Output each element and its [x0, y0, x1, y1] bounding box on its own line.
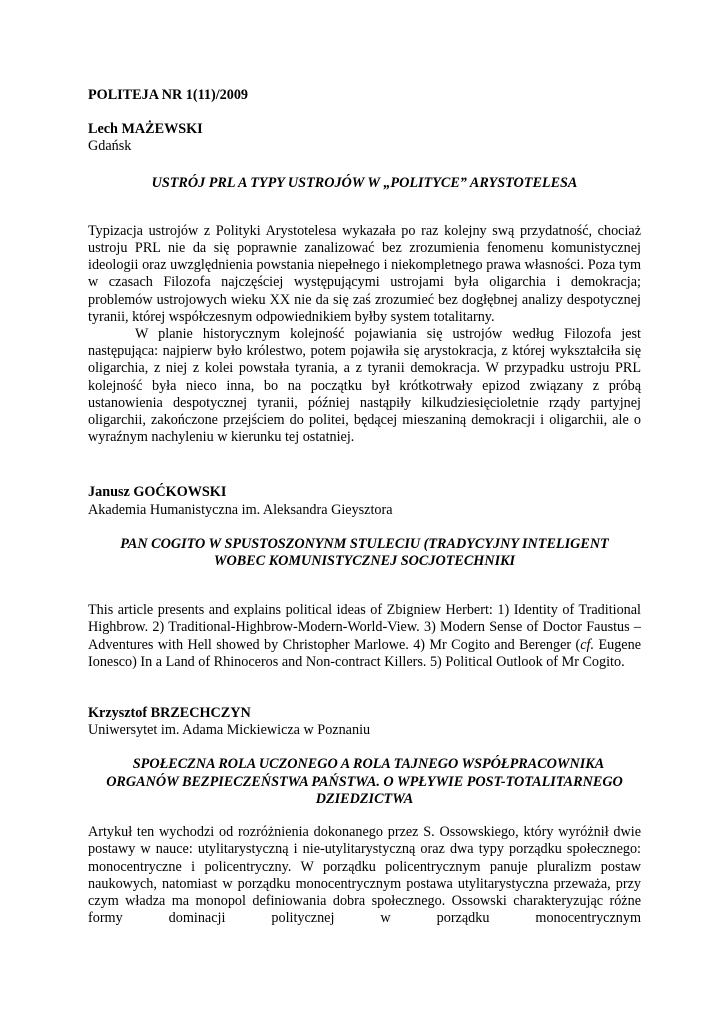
article-title-line-1: PAN COGITO W SPUSTOSZONYNM STULECIU (TRADYCYJNY INTELIGENT: [120, 535, 609, 552]
article-gockowski: [88, 484, 641, 671]
author-first-name: Lech: [88, 121, 122, 138]
journal-header: POLITEJA NR 1(11)/2009: [88, 87, 249, 103]
article-title-line-3: DZIEDZICTWA: [315, 790, 414, 807]
abstract-paragraph-2: [88, 326, 641, 446]
article-mazewski: [88, 121, 641, 446]
document-page: [88, 87, 641, 927]
author-last-name: BRZECHCZYN: [150, 705, 251, 722]
author-name: [88, 121, 641, 138]
abstract-text-part-2: Eugene Ionesco) In a Land of Rhinoceros and Non-contract Killers. 5) Political Outlook of Mr Cogito.: [88, 636, 641, 670]
author-first-name: Janusz: [88, 484, 134, 501]
abstract-paragraph-2-text: W planie historycznym kolejność pojawiania się ustrojów według Filozofa jest następująca: najpierw było królestwo, potem pojawiła się arystokracja, z której wykształciła się oligarchia, z niej z kolei powstała tyrania, a z tyranii demokracja. W przypadku ustroju PRL kolejność była nieco inna, bo na początku był krótkotrwały epizod związany z próbą ustanowienia despotycznej tyranii, później nastąpiły kilkudziesięcioletnie rządy partyjnej oligarchii, zakończone przejściem do politei, będącej mieszaniną demokracji i oligarchii, ale o wyraźnym nachyleniu w kierunku tej ostatniej.: [88, 326, 641, 446]
article-abstract: Artykuł ten wychodzi od rozróżnienia dokonanego przez S. Ossowskiego, który wyróżnił dwie postawy w nauce: utylitarystyczną i nie-utylitarystyczną oraz dwa typy porządku społecznego: monocentryczne i policentryczny. W porządku policentrycznym panuje pluralizm postaw naukowych, natomiast w porządku monocentrycznym postawa utylitarystyczna przeważa, przy czym władza ma monopol definiowania dobra społecznego. Ossowski charakteryzując różne formy dominacji politycznej w porządku monocentrycznym: [88, 824, 641, 927]
article-title: USTRÓJ PRL A TYPY USTROJÓW W „POLITYCE” ARYSTOTELESA: [151, 174, 578, 191]
author-affiliation: Uniwersytet im. Adama Mickiewicza w Poznaniu: [88, 722, 371, 739]
article-title: [88, 536, 641, 570]
author-name: [88, 705, 641, 722]
article-abstract: [88, 602, 641, 671]
article-title: [88, 756, 641, 808]
author-affiliation: Gdańsk: [88, 138, 132, 155]
author-name: [88, 484, 641, 501]
article-brzechczyn: [88, 705, 641, 927]
abstract-text-part-1: This article presents and explains political ideas of Zbigniew Herbert: 1) Identity of Traditional Highbrow. 2) Traditional-Highbrow-Modern-World-View. 3) Modern Sense of Doctor Faustus – Adventures with Hell showed by Christopher Marlowe. 4) Mr Cogito and Berenger (: [88, 602, 641, 653]
abstract-cf: cf.: [580, 636, 595, 653]
author-last-name: MAŻEWSKI: [121, 121, 203, 138]
article-title-line-2: ORGANÓW BEZPIECZEŃSTWA PAŃSTWA. O WPŁYWIE POST-TOTALITARNEGO: [106, 773, 623, 790]
author-first-name: Krzysztof: [88, 705, 151, 722]
abstract-paragraph-1: Typizacja ustrojów z Polityki Arystotelesa wykazała po raz kolejny swą przydatność, chociaż ustroju PRL nie da się poprawnie zanalizować bez zrozumienia fenomenu komunistycznej ideologii oraz uwzględnienia powstania niepełnego i niekompletnego prawa własności. Poza tym w czasach Filozofa najczęściej występującymi ustrojami była oligarchia i demokracja; problemów ustrojowych wieku XX nie da się zaś zrozumieć bez dogłębnej analizy despotycznej tyranii, której współczesnym odpowiednikiem byłby system totalitarny.: [88, 222, 641, 325]
article-title-line-2: WOBEC KOMUNISTYCZNEJ SOCJOTECHNIKI: [213, 553, 516, 570]
article-title-line-1: SPOŁECZNA ROLA UCZONEGO A ROLA TAJNEGO WSPÓŁPRACOWNIKA: [132, 756, 605, 773]
author-last-name: GOĆKOWSKI: [133, 484, 227, 501]
article-abstract: [88, 223, 641, 447]
author-affiliation: Akademia Humanistyczna im. Aleksandra Gieysztora: [88, 501, 393, 518]
